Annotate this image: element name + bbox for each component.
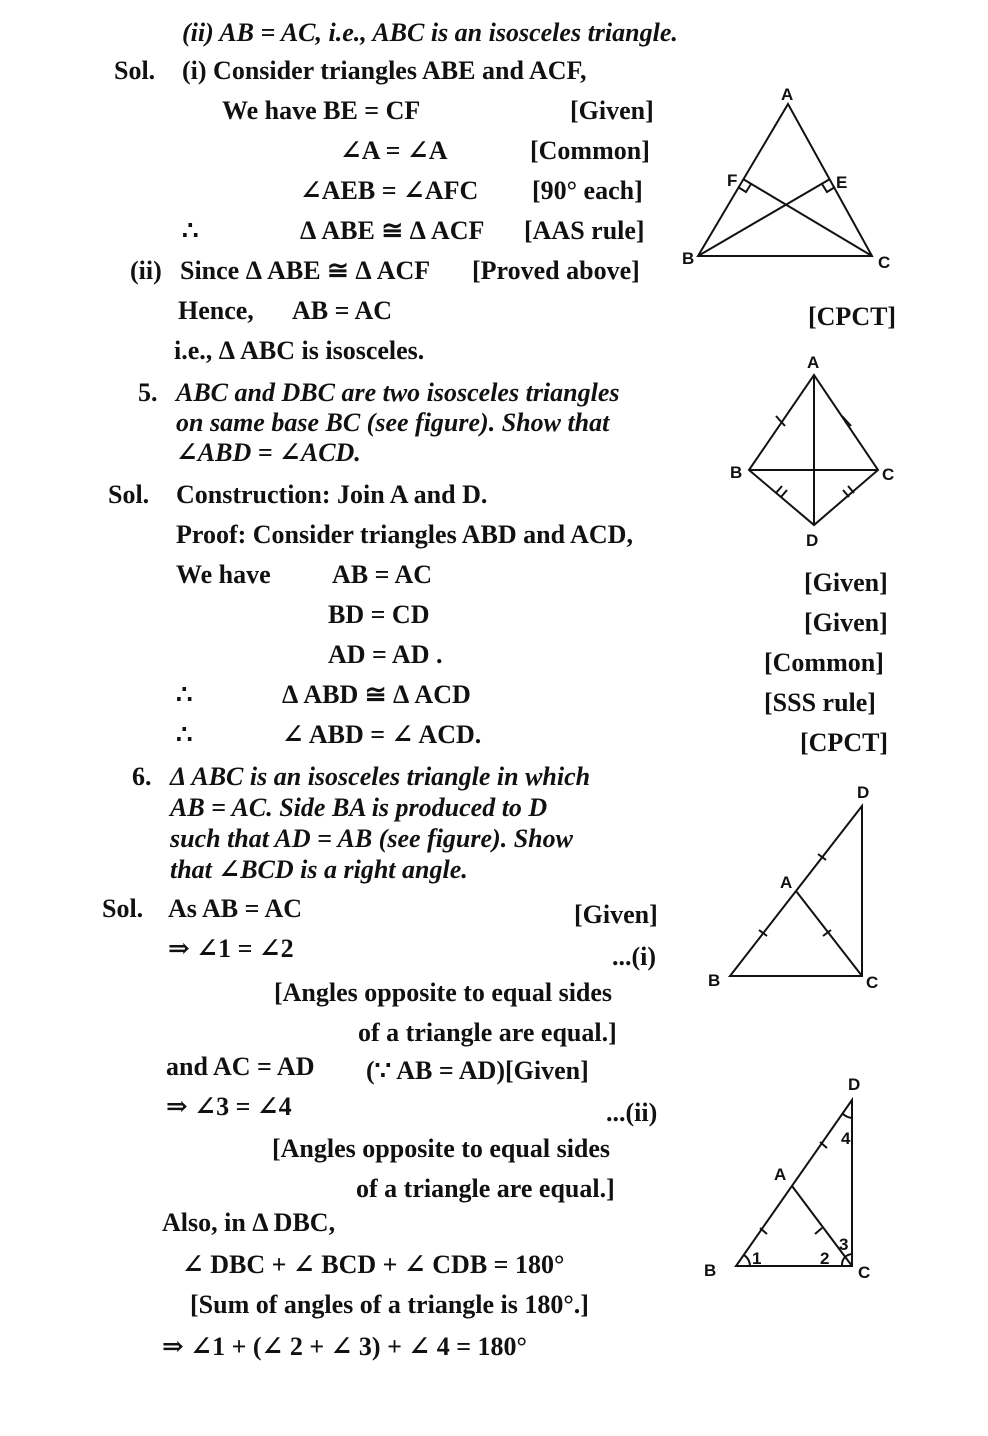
part-label: (ii) [130,256,162,285]
sol-label: Sol. [114,56,156,85]
vertex-label-a: A [780,873,793,892]
sol-label: Sol. [102,894,144,923]
question-text: ABC and DBC are two isosceles triangles [176,378,620,407]
point-label-f: F [727,171,738,190]
angle-label-2: 2 [820,1249,830,1268]
vertex-label-d: D [806,531,819,550]
proof-statement: Also, in Δ DBC, [162,1208,336,1237]
solution-line: (i) Consider triangles ABE and ACF, [182,56,587,85]
proof-reason: [Angles opposite to equal sides [274,978,613,1007]
proof-statement: Δ ABE ≅ Δ ACF [300,216,485,245]
vertex-label-b: B [704,1261,717,1280]
therefore-symbol: ∴ [182,216,199,245]
double-tick-bd-2 [781,490,787,497]
proof-reason: [SSS rule] [764,688,876,717]
vertex-label-c: C [866,973,879,992]
segment-ac [796,891,862,976]
angle-arc-2 [842,1257,845,1266]
vertex-label-d: D [848,1075,861,1094]
proof-statement: BD = CD [328,600,430,629]
proof-statement: As AB = AC [168,894,303,923]
vertex-label-a: A [781,85,794,104]
vertex-label-c: C [858,1263,871,1282]
question-text: Δ ABC is an isosceles triangle in which [170,762,591,791]
angle-label-4: 4 [841,1129,851,1148]
vertex-label-d: D [857,783,870,802]
proof-statement: ∠ ABD = ∠ ACD. [282,720,482,749]
triangle-bcd-angles-figure [696,1068,896,1288]
proof-reason: [CPCT] [800,728,889,757]
therefore-symbol: ∴ [176,680,193,709]
triangle-bcd-figure [700,778,900,998]
angle-arc-3 [845,1254,852,1257]
point-label-e: E [836,173,848,192]
proof-reason: [90° each] [532,176,643,205]
proof-statement: Hence, [178,296,254,325]
proof-reason: [Given] [570,96,654,125]
double-tick-cd-1 [843,490,849,497]
proof-reason: [Common] [530,136,650,165]
vertex-label-c: C [882,465,895,484]
vertex-label-b: B [708,971,721,990]
proof-statement: ⇒ ∠1 = ∠2 [168,934,294,963]
isosceles-triangles-abc-dbc-figure [724,350,904,550]
proof-reason: [Sum of angles of a triangle is 180°.] [190,1290,589,1319]
triangle-bcd-outline [736,1100,852,1266]
proof-statement: AD = AD . [328,640,443,669]
vertex-label-c: C [878,253,891,272]
proof-statement: ∠ DBC + ∠ BCD + ∠ CDB = 180° [182,1250,565,1279]
solution-line: Construction: Join A and D. [176,480,488,509]
proof-statement: We have BE = CF [222,96,421,125]
proof-reason: [Given] [804,608,888,637]
proof-reason: [Common] [764,648,884,677]
proof-statement: ∠A = ∠A [340,136,448,165]
proof-conclusion: i.e., Δ ABC is isosceles. [174,336,425,365]
tick-mark-ac [815,1228,822,1234]
proof-statement: ∠AEB = ∠AFC [300,176,479,205]
vertex-label-a: A [774,1165,787,1184]
vertex-label-b: B [682,249,695,268]
proof-reason: (∵ AB = AD)[Given] [366,1056,589,1085]
angle-arc-4 [843,1114,852,1118]
proof-reason: [Proved above] [472,256,640,285]
angle-label-3: 3 [839,1235,849,1254]
question-text: ∠ABD = ∠ACD. [176,438,361,467]
sol-label: Sol. [108,480,150,509]
proof-statement: AB = AC [332,560,433,589]
question-text: AB = AC. Side BA is produced to D [170,793,548,822]
proof-reason: of a triangle are equal.] [356,1174,615,1203]
question-number: 5. [138,378,158,407]
question-text: that ∠BCD is a right angle. [170,855,468,884]
question-text: such that AD = AB (see figure). Show [170,824,573,853]
proof-reason: of a triangle are equal.] [358,1018,617,1047]
solution-line: Proof: Consider triangles ABD and ACD, [176,520,633,549]
therefore-symbol: ∴ [176,720,193,749]
angle-label-1: 1 [752,1249,762,1268]
equation-tag: ...(i) [612,942,657,971]
proof-reason: [CPCT] [808,302,897,331]
question-4-part-ii: (ii) AB = AC, i.e., ABC is an isosceles triangle. [182,18,678,47]
proof-statement: Δ ABD ≅ Δ ACD [282,680,471,709]
proof-reason: [Angles opposite to equal sides [272,1134,611,1163]
proof-reason: [Given] [574,900,658,929]
proof-reason: [AAS rule] [524,216,645,245]
equation-tag: ...(ii) [606,1098,658,1127]
angle-arc-1 [744,1255,750,1266]
proof-reason: [Given] [804,568,888,597]
proof-statement: We have [176,560,271,589]
vertex-label-b: B [730,463,743,482]
proof-statement: ⇒ ∠1 + (∠ 2 + ∠ 3) + ∠ 4 = 180° [162,1332,527,1361]
proof-statement: ⇒ ∠3 = ∠4 [166,1092,292,1121]
double-tick-bd-1 [776,486,782,493]
question-text: on same base BC (see figure). Show that [176,408,610,437]
proof-statement: AB = AC [292,296,393,325]
question-number: 6. [132,762,152,791]
proof-statement: Since Δ ABE ≅ Δ ACF [180,256,431,285]
vertex-label-a: A [807,353,820,372]
triangle-abc-altitudes-figure [670,84,900,280]
proof-statement: and AC = AD [166,1052,315,1081]
